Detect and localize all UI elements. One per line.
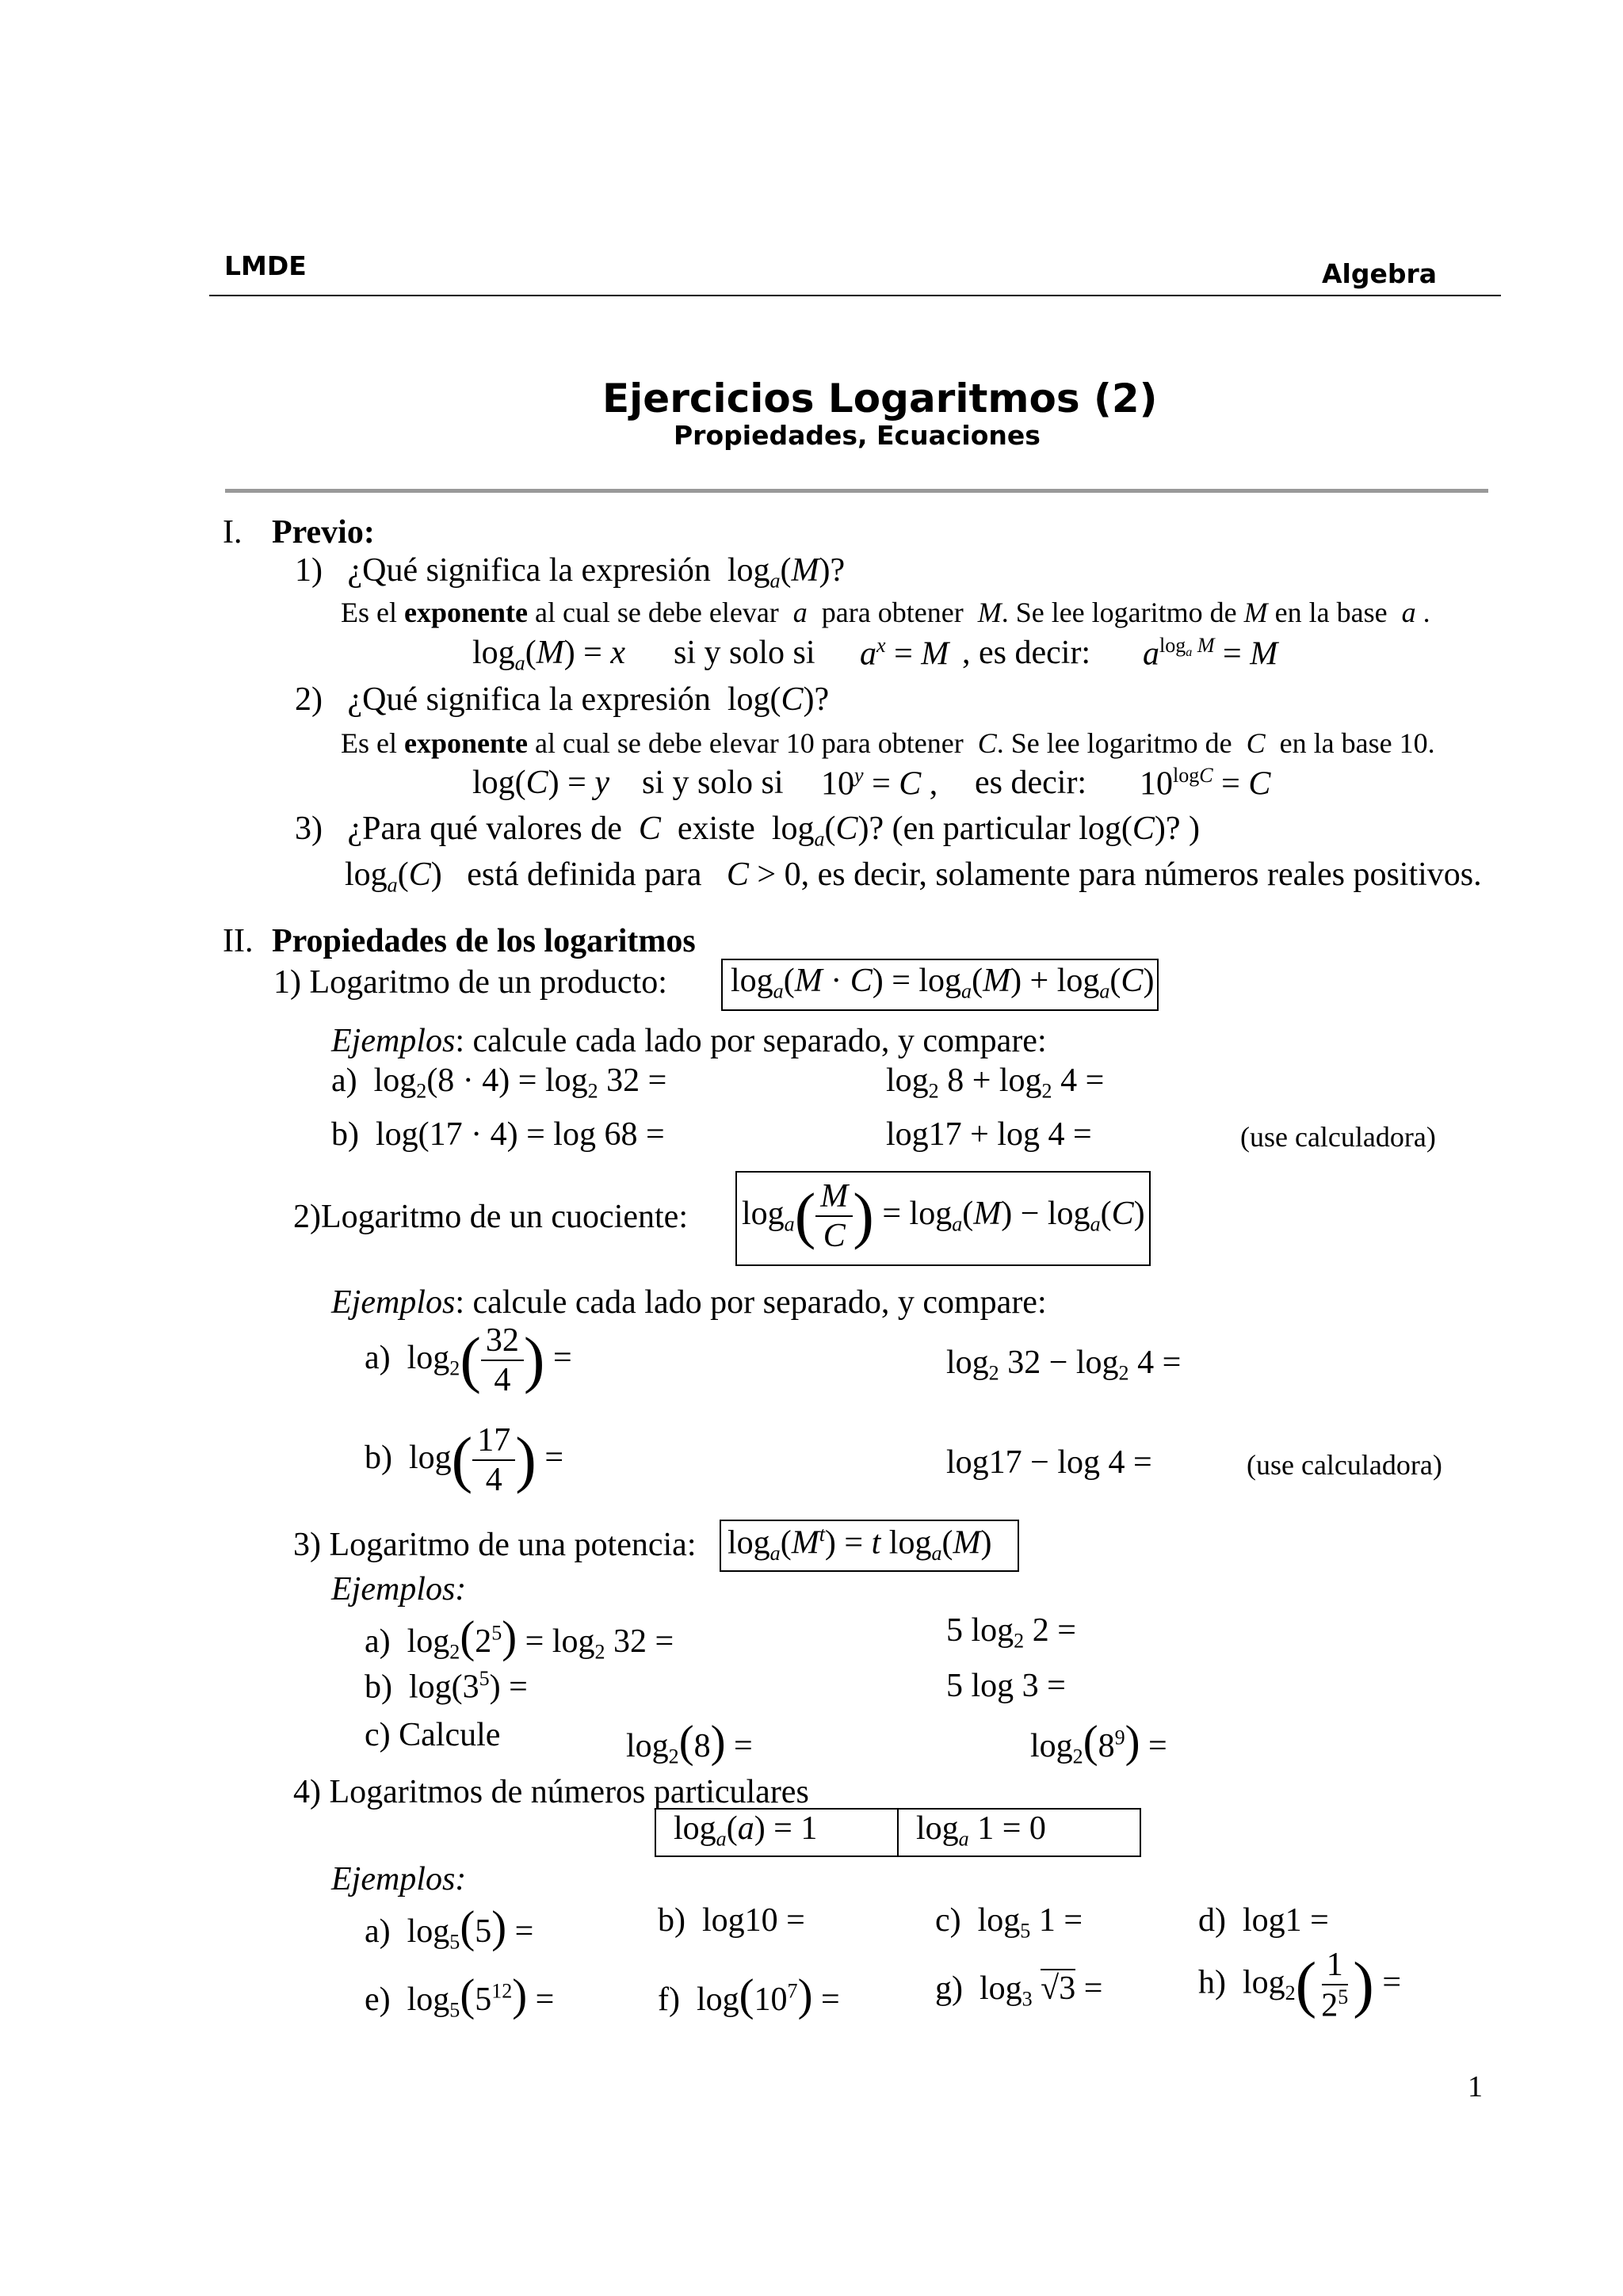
- property-3-label: 3) Logaritmo de una potencia:: [293, 1527, 697, 1563]
- ex-1a-right: $\log_2 8 + \log_2 4$ =: [886, 1062, 1105, 1103]
- ex-3c-label: c) Calcule: [365, 1717, 501, 1753]
- header-right: Algebra: [1322, 258, 1438, 289]
- q2-number: 2): [295, 681, 323, 718]
- property-4-divider: [897, 1808, 899, 1857]
- header-left: LMDE: [224, 250, 307, 281]
- property-4-label: 4) Logaritmos de números particulares: [293, 1774, 809, 1810]
- q1-text: ¿Qué significa la expresión: [347, 552, 711, 589]
- rule-2-esdecir: es decir:: [975, 765, 1087, 801]
- q1-number: 1): [295, 552, 323, 589]
- q3-text4: ? ): [1165, 810, 1201, 847]
- use-calculator-1: (use calculadora): [1240, 1121, 1436, 1153]
- a1-post2: en la base: [1274, 597, 1388, 628]
- rule-1-esdecir: , es decir:: [962, 635, 1091, 671]
- a1-post: . Se lee logaritmo de: [1001, 597, 1237, 628]
- answer-3: $\log_a(C)$ está definida para C > 0, es decir, solamente para números reales positivos.: [345, 856, 1482, 897]
- ejemplos-4: Ejemplos:: [331, 1861, 467, 1897]
- page-subtitle: Propiedades, Ecuaciones: [674, 420, 1041, 451]
- a2-bold: exponente: [403, 727, 528, 759]
- ex-4h: h) $\log_2$( $\frac{1}{2^5}$ ) =: [1198, 1947, 1402, 2024]
- ex-4e: e) $\log_5(5^{12})$ =: [365, 1970, 555, 2022]
- question-1: [295, 551, 845, 593]
- question-3: 3) ¿Para qué valores de C existe $\log_a(C)$? (en particular log(C)? ): [295, 810, 1201, 851]
- ejemplos-2: Ejemplos: calcule cada lado por separado, y compare:: [331, 1284, 1047, 1321]
- ex-3b-left: b) $\log(3^5)$ =: [365, 1667, 528, 1706]
- a3-post: , es decir, solamente para números reales positivos.: [800, 856, 1482, 893]
- property-3-formula: $\log_a(M^t) = t$ $\log_a(M)$: [727, 1523, 992, 1565]
- a1-end: .: [1423, 597, 1430, 628]
- rule-1-identity: $a^{log_a M} = M$: [1143, 634, 1278, 673]
- property-1-label: 1) Logaritmo de un producto:: [273, 964, 667, 1001]
- a1-mid2: para obtener: [821, 597, 964, 628]
- ex-2b-right: log17 − log 4 =: [946, 1444, 1152, 1481]
- rule-2-identity: $10^{logC} = C$: [1140, 764, 1271, 803]
- ex-3c-right: $\log_2(8^9)$ =: [1030, 1717, 1167, 1768]
- q3-number: 3): [295, 810, 323, 847]
- a2-pre: Es el: [341, 727, 397, 759]
- q1-tail: ?: [830, 552, 846, 589]
- property-4-cell-2: $\log_a 1 = 0$: [916, 1810, 1046, 1851]
- answer-1: Es el exponente al cual se debe elevar a para obtener M. Se lee logaritmo de M en la base a .: [341, 597, 1430, 628]
- ex-2a-right: $\log_2 32 - \log_2 4$ =: [946, 1344, 1182, 1385]
- q3-text3: ? (en particular: [869, 810, 1071, 847]
- ex-4c: c) $\log_5 1$ =: [935, 1902, 1083, 1943]
- a3-mid: está definida para: [467, 856, 702, 893]
- ex-4f: f) $\log(10^7)$ =: [658, 1970, 840, 2020]
- header-rule: [209, 295, 1501, 296]
- rule-1-iff: si y solo si: [674, 635, 815, 671]
- property-2-formula: $\log_a$( $\frac{M}{C}$ ) = $\log_a(M) - \log_a(C)$: [742, 1178, 1145, 1255]
- section-i-number: I.: [223, 514, 242, 551]
- title-rule: [225, 489, 1488, 493]
- ex-3a-left: a) $\log_2(2^5) = \log_2 32$ =: [365, 1612, 674, 1664]
- section-i-heading: Previo:: [272, 514, 375, 551]
- a1-bold: exponente: [403, 597, 528, 628]
- rule-2-exp: $10^y = C$ ,: [821, 764, 938, 803]
- q2-tail: ?: [814, 681, 830, 718]
- ex-1b-right: log17 + log 4 =: [886, 1116, 1092, 1153]
- rule-2-left: log(C) = y: [472, 765, 610, 801]
- a1-mid: al cual se debe elevar: [534, 597, 779, 628]
- page-number: 1: [1468, 2070, 1483, 2103]
- ex-4a: a) $\log_5(5)$ =: [365, 1902, 534, 1954]
- ex-1b-left: b) log(17 · 4) = log 68 =: [331, 1116, 665, 1153]
- ex-4g: g) $\log_3 √3$ =: [935, 1970, 1103, 2011]
- q1-expr: $\log_a(M)$: [727, 552, 831, 593]
- answer-2: Es el exponente al cual se debe elevar 10 para obtener C. Se lee logaritmo de C en la base 10.: [341, 727, 1435, 759]
- ex-3c-mid: $\log_2(8)$ =: [626, 1717, 753, 1768]
- question-2: [295, 681, 829, 719]
- q2-text: ¿Qué significa la expresión: [347, 681, 711, 718]
- a2-post2: en la base 10.: [1279, 727, 1435, 759]
- ex-2a-left: a) $\log_2$( $\frac{32}{4}$ ) =: [365, 1322, 572, 1399]
- section-ii-number: II.: [223, 923, 254, 959]
- ex-1a-left: a) $\log_2(8 \cdot 4) = \log_2 32$ =: [331, 1062, 667, 1103]
- property-1-formula: $\log_a(M \cdot C) = \log_a(M) + \log_a(C)$: [731, 963, 1155, 1003]
- a1-pre: Es el: [341, 597, 397, 628]
- ex-2b-left: b) log( $\frac{17}{4}$ ) =: [365, 1422, 563, 1499]
- a2-mid: al cual se debe elevar 10 para obtener: [534, 727, 964, 759]
- ex-4d: d) log1 =: [1198, 1902, 1329, 1939]
- section-ii-heading: Propiedades de los logaritmos: [272, 923, 696, 959]
- property-2-label: 2)Logaritmo de un cuociente:: [293, 1199, 688, 1235]
- ex-3a-right: 5 $\log_2 2$ =: [946, 1612, 1076, 1653]
- use-calculator-2: (use calculadora): [1247, 1449, 1442, 1481]
- rule-1-left: $\log_a(M) = x$: [472, 635, 626, 675]
- ejemplos-1: Ejemplos: calcule cada lado por separado, y compare:: [331, 1023, 1047, 1059]
- ejemplos-3: Ejemplos:: [331, 1571, 467, 1608]
- q2-expr: log(C): [727, 681, 815, 718]
- property-4-cell-1: $\log_a(a) = 1$: [674, 1810, 818, 1851]
- rule-2-iff: si y solo si: [642, 765, 784, 801]
- q3-text2: existe: [677, 810, 755, 847]
- q3-text: ¿Para qué valores de: [347, 810, 622, 847]
- ex-3b-right: 5 log 3 =: [946, 1668, 1066, 1704]
- page-title: Ejercicios Logaritmos (2): [602, 376, 1158, 421]
- ex-4b: b) log10 =: [658, 1902, 805, 1939]
- rule-1-exp: $a^x = M$: [860, 634, 949, 673]
- a2-post: . Se lee logaritmo de: [996, 727, 1232, 759]
